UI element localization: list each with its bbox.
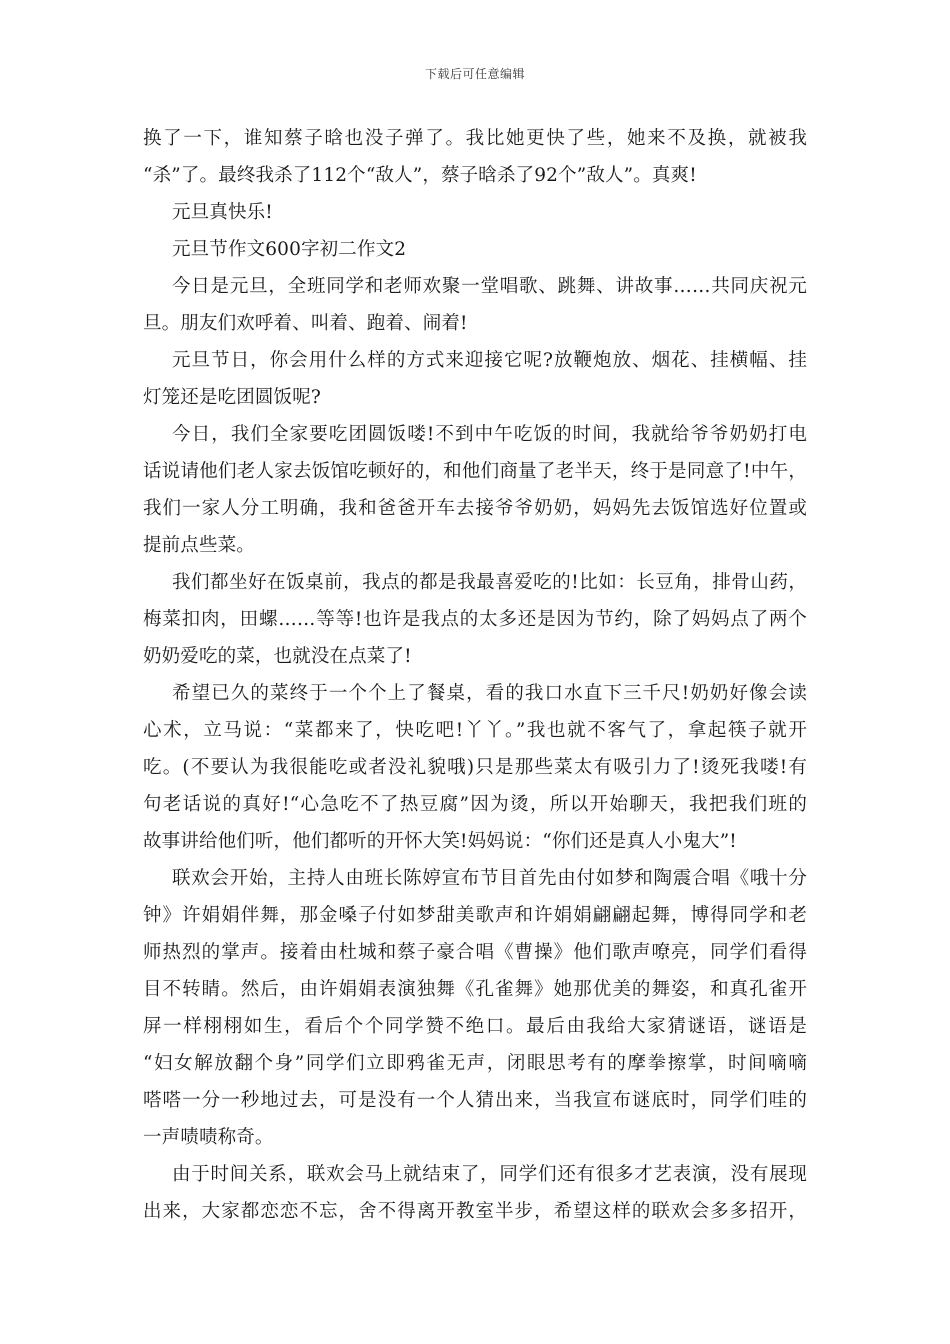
text-line: 师热烈的掌声。接着由杜城和蔡子豪合唱《曹操》他们歌声嘹亮，同学们看得: [143, 942, 807, 963]
text-line: 我们一家人分工明确，我和爸爸开车去接爷爷奶奶，妈妈先去饭馆选好位置或: [143, 498, 807, 519]
text-line: 出来，大家都恋恋不忘，舍不得离开教室半步，希望这样的联欢会多多招开，: [143, 1201, 807, 1222]
text-line: 旦。朋友们欢呼着、叫着、跑着、闹着!: [143, 313, 468, 334]
text-line: 钟》许娟娟伴舞，那金嗓子付如梦甜美歌声和许娟娟翩翩起舞，博得同学和老: [143, 905, 807, 926]
text-line: 元旦真快乐!: [172, 202, 273, 223]
text-line: 嗒嗒一分一秒地过去，可是没有一个人猜出来，当我宣布谜底时，同学们哇的: [143, 1090, 807, 1111]
text-line: 心术，立马说：“菜都来了，快吃吧!丫丫。”我也就不客气了，拿起筷子就开: [143, 720, 807, 741]
text-line: 提前点些菜。: [143, 535, 255, 556]
text-line: 灯笼还是吃团圆饭呢?: [143, 387, 321, 408]
text-line: 一声啧啧称奇。: [143, 1127, 274, 1148]
text-line: 话说请他们老人家去饭馆吃顿好的，和他们商量了老半天，终于是同意了!中午，: [143, 461, 807, 482]
text-line: 目不转睛。然后，由许娟娟表演独舞《孔雀舞》她那优美的舞姿，和真孔雀开: [143, 979, 807, 1000]
page-header: 下载后可任意编辑: [424, 67, 525, 81]
text-line: 吃。(不要认为我很能吃或者没礼貌哦)只是那些菜太有吸引力了!烫死我喽!有: [143, 757, 807, 778]
text-line: 梅菜扣肉，田螺……等等!也许是我点的太多还是因为节约，除了妈妈点了两个: [143, 609, 807, 630]
text-line: 由于时间关系，联欢会马上就结束了，同学们还有很多才艺表演，没有展现: [172, 1164, 807, 1185]
text-line: 故事讲给他们听，他们都听的开怀大笑!妈妈说：“你们还是真人小鬼大”!: [143, 831, 737, 852]
text-line: 今日是元旦，全班同学和老师欢聚一堂唱歌、跳舞、讲故事……共同庆祝元: [172, 276, 807, 297]
text-line: 奶奶爱吃的菜，也就没在点菜了!: [143, 646, 412, 667]
essay-body: [143, 120, 807, 1230]
text-line: 今日，我们全家要吃团圆饭喽!不到中午吃饭的时间，我就给爷爷奶奶打电: [172, 424, 807, 445]
text-line: “杀”了。最终我杀了112个“敌人”，蔡子晗杀了92个”敌人”。真爽!: [143, 165, 697, 186]
text-line: 元旦节作文600字初二作文2: [172, 239, 407, 260]
text-line: 换了一下，谁知蔡子晗也没子弹了。我比她更快了些，她来不及换，就被我: [143, 128, 807, 149]
text-line: 希望已久的菜终于一个个上了餐桌，看的我口水直下三千尺!奶奶好像会读: [172, 683, 807, 704]
text-line: 联欢会开始，主持人由班长陈婷宣布节目首先由付如梦和陶震合唱《哦十分: [172, 868, 807, 889]
text-line: 屏一样栩栩如生，看后个个同学赞不绝口。最后由我给大家猜谜语，谜语是: [143, 1016, 807, 1037]
text-line: 我们都坐好在饭桌前，我点的都是我最喜爱吃的!比如：长豆角，排骨山药，: [172, 572, 807, 593]
text-line: 元旦节日，你会用什么样的方式来迎接它呢?放鞭炮放、烟花、挂横幅、挂: [172, 350, 807, 371]
text-line: “妇女解放翻个身”同学们立即鸦雀无声，闭眼思考有的摩拳擦掌，时间嘀嘀: [143, 1053, 807, 1074]
text-line: 句老话说的真好!“心急吃不了热豆腐”因为烫，所以开始聊天，我把我们班的: [143, 794, 807, 815]
